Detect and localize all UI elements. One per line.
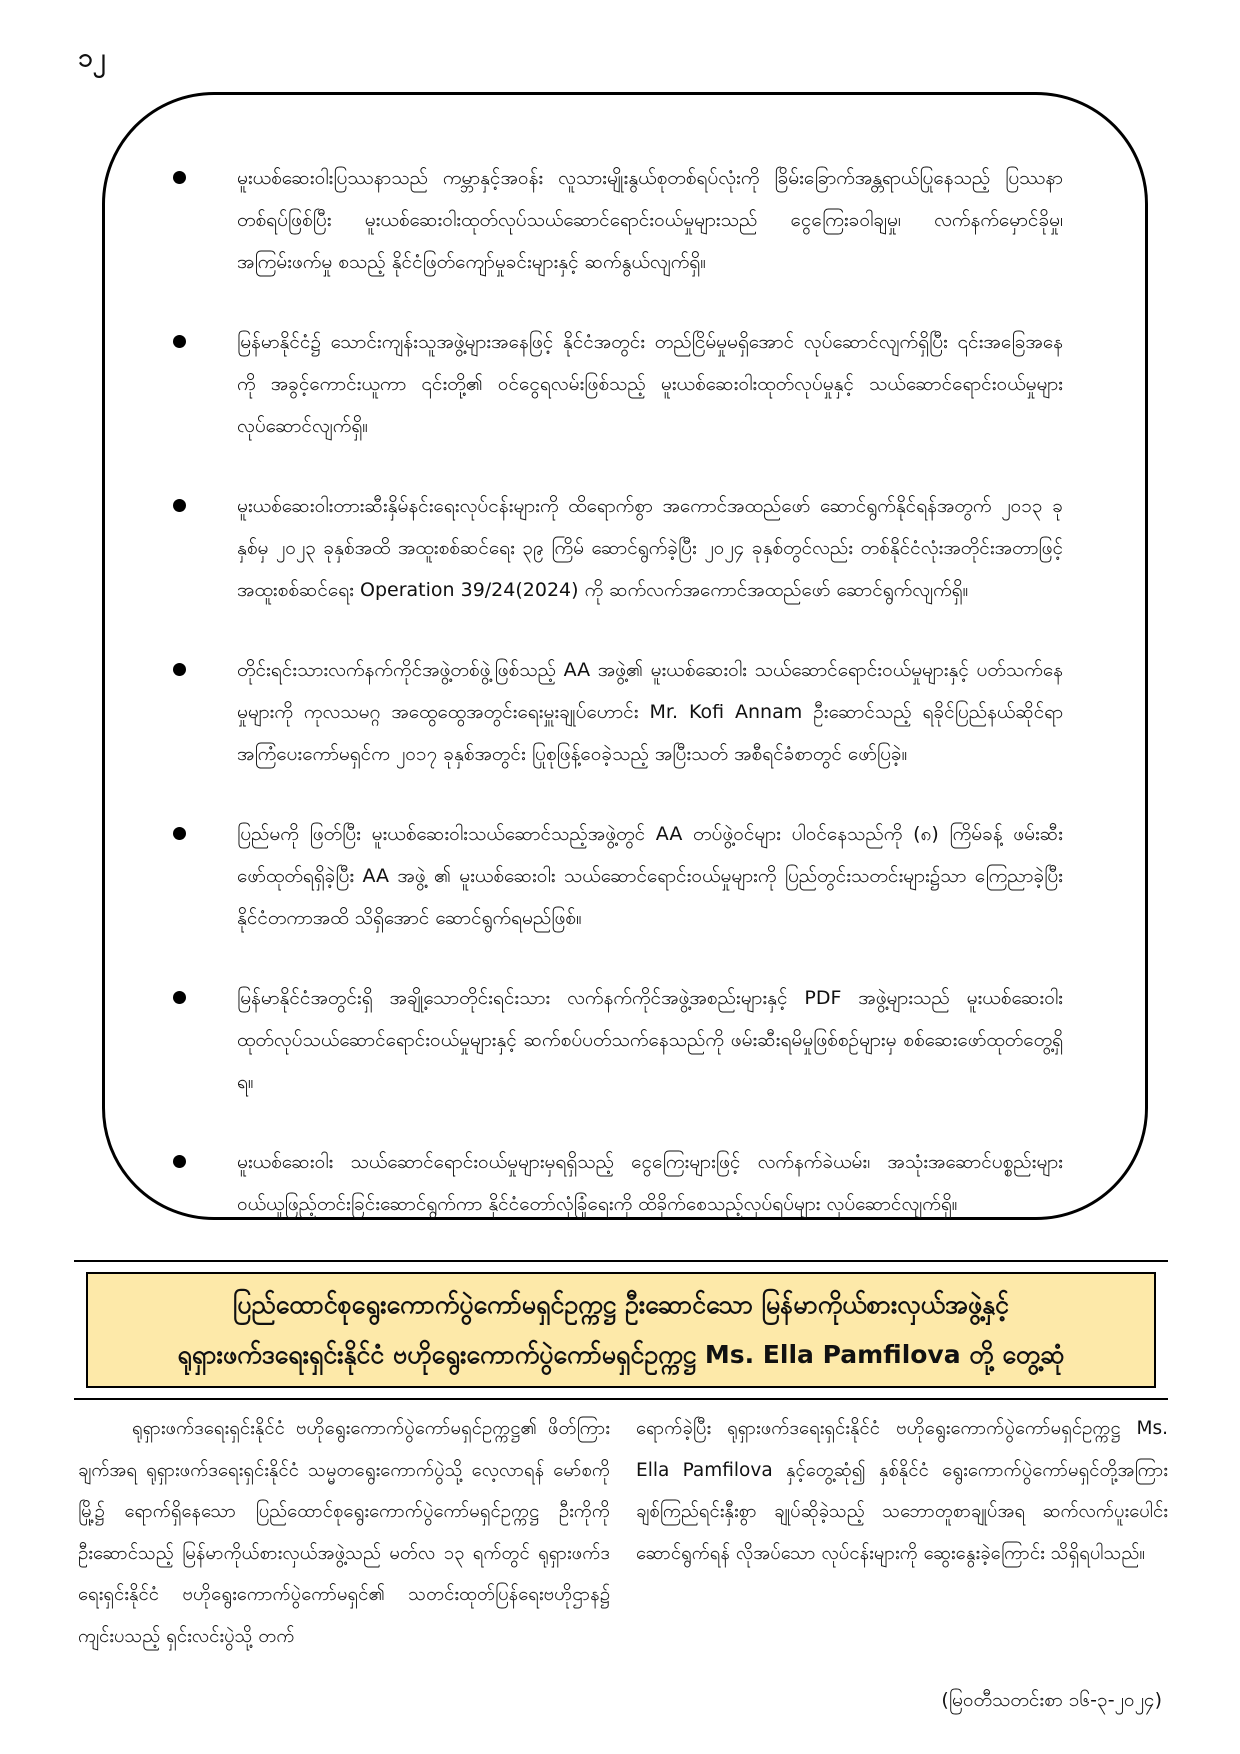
key-points-box <box>102 92 1148 1220</box>
article-column-right: ရောက်ခဲ့ပြီး ရုရှားဖက်ဒရေးရှင်းနိုင်ငံ ဗဟိုရွေးကောက်ပွဲကော်မရှင်ဥက္ကဋ္ဌ Ms. Ella Pamfilova နှင့်တွေ့ဆုံ၍ နှစ်နိုင်ငံ ရွေးကောက်ပွဲကော်မရှင်တို့အကြား ချစ်ကြည်ရင်းနှီးစွာ ချုပ်ဆိုခဲ့သည့် သဘောတူစာချုပ်အရ ဆက်လက်ပူးပေါင်းဆောင်ရွက်ရန် လိုအပ်သော လုပ်ငန်းများကို ဆွေးနွေးခဲ့ကြောင်း သိရှိရပါသည်။ <box>636 1418 1168 1564</box>
article-column-left: ရုရှားဖက်ဒရေးရှင်းနိုင်ငံ ဗဟိုရွေးကောက်ပွဲကော်မရှင်ဥက္ကဋ္ဌ၏ ဖိတ်ကြားချက်အရ ရုရှားဖက်ဒရေးရှင်းနိုင်ငံ သမ္မတရွေးကောက်ပွဲသို့ လေ့လာရန် မော်စကိုမြို့၌ ရောက်ရှိနေသော ပြည်ထောင်စုရွေးကောက်ပွဲကော်မရှင်ဥက္ကဋ္ဌ ဦးကိုကို ဦးဆောင်သည့် မြန်မာကိုယ်စားလှယ်အဖွဲ့သည် မတ်လ ၁၃ ရက်တွင် ရုရှားဖက်ဒရေးရှင်းနိုင်ငံ ဗဟိုရွေးကောက်ပွဲကော်မရှင်၏ သတင်းထုတ်ပြန်ရေးဗဟိုဌာန၌ ကျင်းပသည့် ရှင်းလင်းပွဲသို့ တက် <box>78 1418 610 1647</box>
bullet-item: တိုင်းရင်းသားလက်နက်ကိုင်အဖွဲ့တစ်ဖွဲ့ဖြစ်သည့် AA အဖွဲ့၏ မူးယစ်ဆေးဝါး သယ်ဆောင်ရောင်းဝယ်မှုများနှင့် ပတ်သက်နေမှုများကို ကုလသမဂ္ဂ အထွေထွေအတွင်းရေးမှူးချုပ်ဟောင်း Mr. Kofi Annam ဦးဆောင်သည့် ရခိုင်ပြည်နယ်ဆိုင်ရာ အကြံပေးကော်မရှင်က ၂၀၁၇ ခုနှစ်အတွင်း ပြုစုဖြန့်ဝေခဲ့သည့် အပြီးသတ် အစီရင်ခံစာတွင် ဖော်ပြခဲ့။ <box>167 649 1063 775</box>
divider-top <box>74 1260 1168 1262</box>
bullet-item: မူးယစ်ဆေးဝါးတားဆီးနှိမ်နင်းရေးလုပ်ငန်းများကို ထိရောက်စွာ အကောင်အထည်ဖော် ဆောင်ရွက်နိုင်ရန်အတွက် ၂၀၁၃ ခုနှစ်မှ ၂၀၂၃ ခုနှစ်အထိ အထူးစစ်ဆင်ရေး ၃၉ ကြိမ် ဆောင်ရွက်ခဲ့ပြီး ၂၀၂၄ ခုနှစ်တွင်လည်း တစ်နိုင်ငံလုံးအတိုင်းအတာဖြင့် အထူးစစ်ဆင်ရေး Operation 39/24(2024) ကို ဆက်လက်အကောင်အထည်ဖော် ဆောင်ရွက်လျက်ရှိ။ <box>167 485 1063 611</box>
divider-bottom <box>74 1398 1168 1400</box>
bullet-item: ပြည်မကို ဖြတ်ပြီး မူးယစ်ဆေးဝါးသယ်ဆောင်သည့်အဖွဲ့တွင် AA တပ်ဖွဲ့ဝင်များ ပါဝင်နေသည်ကို (၈) ကြိမ်ခန့် ဖမ်းဆီးဖော်ထုတ်ရရှိခဲ့ပြီး AA အဖွဲ့ ၏ မူးယစ်ဆေးဝါး သယ်ဆောင်ရောင်းဝယ်မှုများကို ပြည်တွင်းသတင်းများ၌သာ ကြေညာခဲ့ပြီး နိုင်ငံတကာအထိ သိရှိအောင် ဆောင်ရွက်ရမည်ဖြစ်။ <box>167 813 1063 939</box>
source-citation: (မြဝတီသတင်းစာ ၁၆-၃-၂၀၂၄) <box>941 1689 1162 1711</box>
bullet-item: မူးယစ်ဆေးဝါးပြဿနာသည် ကမ္ဘာနှင့်အဝန်း လူသားမျိုးနွယ်စုတစ်ရပ်လုံးကို ခြိမ်းခြောက်အန္တရာယ်ပြုနေသည့် ပြဿနာတစ်ရပ်ဖြစ်ပြီး မူးယစ်ဆေးဝါးထုတ်လုပ်သယ်ဆောင်ရောင်းဝယ်မှုများသည် ငွေကြေးခဝါချမှု၊ လက်နက်မှောင်ခိုမှု၊ အကြမ်းဖက်မှု စသည့် နိုင်ငံဖြတ်ကျော်မှုခင်းများနှင့် ဆက်နွယ်လျက်ရှိ။ <box>167 157 1063 283</box>
news-headline <box>86 1272 1156 1388</box>
bullet-item: မြန်မာနိုင်ငံ၌ သောင်းကျန်းသူအဖွဲ့များအနေဖြင့် နိုင်ငံအတွင်း တည်ငြိမ်မှုမရှိအောင် လုပ်ဆောင်လျက်ရှိပြီး ၎င်းအခြေအနေကို အခွင့်ကောင်းယူကာ ၎င်းတို့၏ ဝင်ငွေရလမ်းဖြစ်သည့် မူးယစ်ဆေးဝါးထုတ်လုပ်မှုနှင့် သယ်ဆောင်ရောင်းဝယ်မှုများ လုပ်ဆောင်လျက်ရှိ။ <box>167 321 1063 447</box>
page-number: ၁၂ <box>78 43 106 73</box>
headline-line-1: ပြည်ထောင်စုရွေးကောက်ပွဲကော်မရှင်ဥက္ကဋ္ဌ ဦးဆောင်သော မြန်မာကိုယ်စားလှယ်အဖွဲ့နှင့် <box>233 1290 1009 1319</box>
bullet-item: မူးယစ်ဆေးဝါး သယ်ဆောင်ရောင်းဝယ်မှုများမှရရှိသည့် ငွေကြေးများဖြင့် လက်နက်ခဲယမ်း၊ အသုံးအဆောင်ပစ္စည်းများ ဝယ်ယူဖြည့်တင်းခြင်းဆောင်ရွက်ကာ နိုင်ငံတော်လုံခြုံရေးကို ထိခိုက်စေသည့်လုပ်ရပ်များ လုပ်ဆောင်လျက်ရှိ။ <box>167 1141 1063 1225</box>
bullet-item: မြန်မာနိုင်ငံအတွင်းရှိ အချို့သောတိုင်းရင်းသား လက်နက်ကိုင်အဖွဲ့အစည်းများနှင့် PDF အဖွဲ့များသည် မူးယစ်ဆေးဝါး ထုတ်လုပ်သယ်ဆောင်ရောင်းဝယ်မှုများနှင့် ဆက်စပ်ပတ်သက်နေသည်ကို ဖမ်းဆီးရမိမှုဖြစ်စဉ်များမှ စစ်ဆေးဖော်ထုတ်တွေ့ရှိရ။ <box>167 977 1063 1103</box>
headline-line-2: ရုရှားဖက်ဒရေးရှင်းနိုင်ငံ ဗဟိုရွေးကောက်ပွဲကော်မရှင်ဥက္ကဋ္ဌ Ms. Ella Pamfilova တို့ တွေ့ဆုံ <box>177 1340 1065 1369</box>
